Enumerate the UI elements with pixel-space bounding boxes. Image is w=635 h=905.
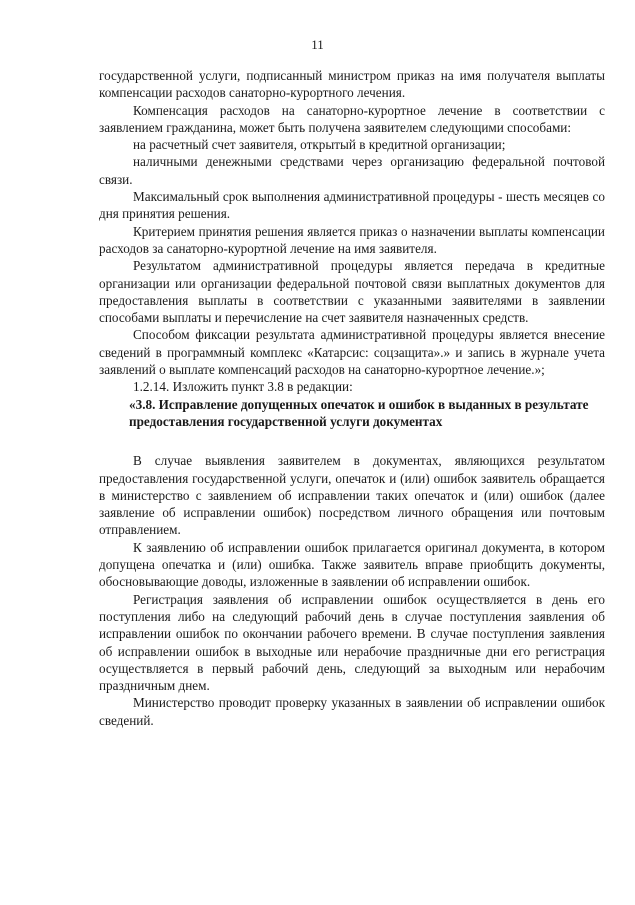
paragraph-4: наличными денежными средствами через организацию федеральной почтовой связи.: [99, 154, 605, 187]
paragraph-7: Результатом административной процедуры является передача в кредитные организации или организации федеральной почтовой связи выплатных документов для предоставления выплаты в соответствии с указанными заявителями в заявлении способами выплаты и перечисление на счет заявителя назначенных средств.: [99, 258, 605, 326]
paragraph-8: Способом фиксации результата административной процедуры является внесение сведений в программный комплекс «Катарсис: соцзащита».» и запись в журнале учета заявлений о выплате компенсаций расходов на санаторно-курортное лечение.»;: [99, 327, 605, 378]
paragraph-13: Министерство проводит проверку указанных в заявлении об исправлении ошибок сведений.: [99, 695, 605, 728]
paragraph-12: Регистрация заявления об исправлении ошибок осуществляется в день его поступления либо на следующий рабочий день в случае поступления заявления об исправлении ошибок по окончании рабочего времени. В случае поступления заявления об исправлении ошибок в выходные или нерабочие праздничные дни его регистрация осуществляется в первый рабочий день, следующий за выходным или нерабочим праздничным днем.: [99, 591, 605, 694]
document-body: [99, 67, 605, 729]
paragraph-2: Компенсация расходов на санаторно-курортное лечение в соответствии с заявлением гражданина, может быть получена заявителем следующими способами:: [99, 102, 605, 135]
paragraph-10: В случае выявления заявителем в документах, являющихся результатом предоставления государственной услуги, опечаток и (или) ошибок заявитель обращается в министерство с заявлением об исправлении таких опечаток и (или) ошибок (далее заявление об исправлении ошибок) посредством личного обращения или почтовым отправлением.: [99, 453, 605, 538]
paragraph-6: Критерием принятия решения является приказ о назначении выплаты компенсации расходов за санаторно-курортной лечение на имя заявителя.: [99, 223, 605, 256]
spacer: [99, 430, 605, 452]
section-heading: «3.8. Исправление допущенных опечаток и ошибок в выданных в результате предоставления государственной услуги документах: [129, 396, 589, 429]
page-number: 11: [311, 37, 324, 52]
paragraph-3: на расчетный счет заявителя, открытый в кредитной организации;: [133, 137, 506, 153]
paragraph-1: государственной услуги, подписанный министром приказ на имя получателя выплаты компенсации расходов санаторно-курортного лечения.: [99, 68, 605, 101]
paragraph-9: 1.2.14. Изложить пункт 3.8 в редакции:: [133, 379, 353, 395]
paragraph-5: Максимальный срок выполнения административной процедуры - шесть месяцев со дня принятия решения.: [99, 189, 605, 222]
paragraph-11: К заявлению об исправлении ошибок прилагается оригинал документа, в котором допущена опечатка и (или) ошибка. Также заявитель вправе приобщить документы, обосновывающие доводы, изложенные в заявлении об исправлении ошибок.: [99, 539, 605, 590]
